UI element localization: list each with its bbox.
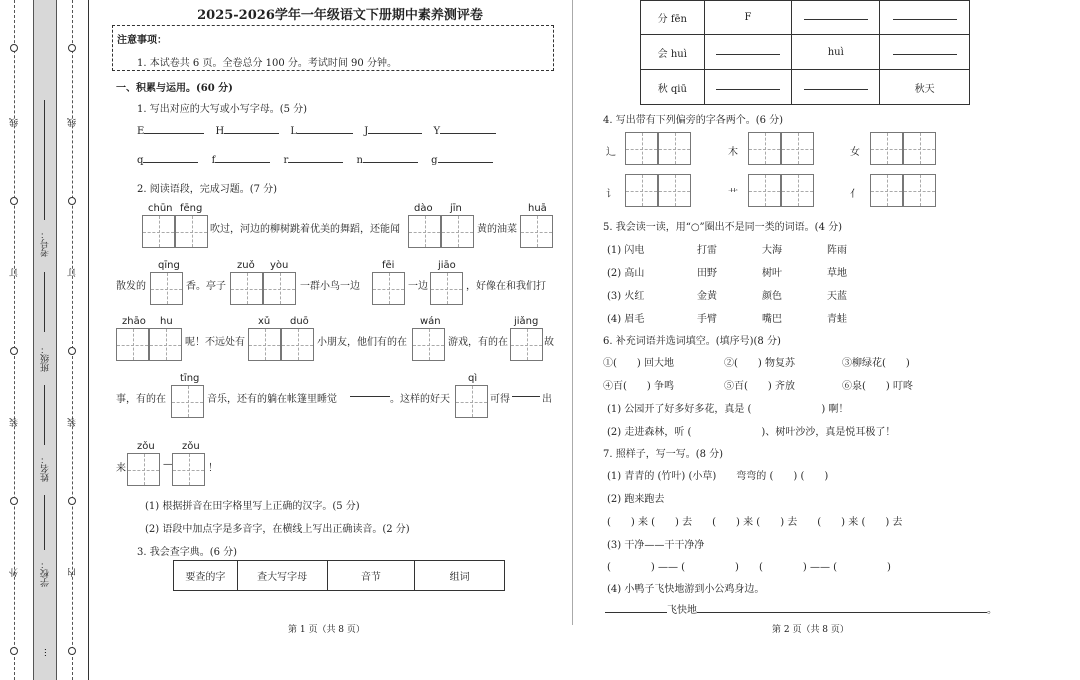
pinyin: dào	[414, 203, 433, 214]
q7-answer-line	[605, 601, 997, 616]
field-class-line[interactable]	[44, 272, 45, 332]
q1-letter: L	[290, 126, 298, 137]
tian-box[interactable]	[150, 272, 183, 305]
q6-item[interactable]: ③柳绿花( )	[842, 358, 910, 369]
binding-hole	[10, 347, 18, 355]
binding-margin	[0, 0, 8, 680]
q5-word[interactable]: 大海	[762, 245, 782, 256]
page-divider	[572, 0, 573, 625]
q1-letter: f	[211, 155, 216, 166]
q6-item[interactable]: ④百( ) 争鸣	[603, 381, 674, 392]
table-cell: F	[704, 1, 792, 35]
passage-text: 散发的	[116, 281, 146, 292]
radical: 辶	[606, 147, 616, 158]
q5-word[interactable]: 田野	[697, 268, 717, 279]
page-title: 2025-2026学年一年级语文下册期中素养测评卷	[197, 8, 483, 23]
pinyin: wán	[420, 316, 441, 327]
q1-blank[interactable]	[215, 162, 270, 163]
pinyin: huā	[528, 203, 547, 214]
q2-stem: 2. 阅读语段，完成习题。(7 分)	[137, 184, 278, 195]
tian-box[interactable]	[172, 453, 205, 486]
dictionary-table-header	[173, 560, 505, 591]
pinyin: duō	[290, 316, 309, 327]
field-school-line[interactable]	[44, 495, 45, 550]
pinyin: zhāo	[122, 316, 146, 327]
notice-item: 1. 本试卷共 6 页。全卷总分 100 分。考试时间 90 分钟。	[137, 58, 397, 69]
tian-box[interactable]	[127, 453, 160, 486]
mark-wai: 外	[10, 568, 20, 577]
field-school-label: 学校：	[41, 560, 51, 587]
tian-box[interactable]	[116, 328, 149, 361]
mark-nei: 内	[68, 568, 78, 577]
q6-item[interactable]: ②( ) 物复苏	[724, 358, 795, 369]
pinyin: yòu	[270, 260, 289, 271]
tian-box[interactable]	[625, 132, 658, 165]
table-cell: 秋天	[880, 70, 970, 105]
tian-box[interactable]	[441, 215, 474, 248]
pinyin: jiāo	[438, 260, 456, 271]
radical: 女	[850, 147, 860, 158]
section-heading: 一、积累与运用。(60 分)	[116, 83, 233, 94]
tian-box[interactable]	[430, 272, 463, 305]
pinyin: zǒu	[182, 441, 200, 452]
tian-box[interactable]	[903, 174, 936, 207]
q6-sentence[interactable]: (1) 公园开了好多好多花，真是 ( ) 啊！	[607, 404, 849, 415]
tian-box[interactable]	[658, 174, 691, 207]
passage-text: 一边	[408, 281, 428, 292]
field-exam-no-line[interactable]	[44, 100, 45, 220]
tian-box[interactable]	[748, 132, 781, 165]
q7-item[interactable]: (1) 青青的 (竹叶) (小草) 弯弯的 ( ) ( )	[607, 471, 829, 482]
passage-text: 可得	[490, 394, 510, 405]
radical: 讠	[606, 189, 616, 200]
passage-text: 出	[542, 394, 552, 405]
q5-word[interactable]: 青蛙	[827, 314, 847, 325]
pinyin: zuǒ	[237, 260, 255, 271]
tian-box[interactable]	[781, 174, 814, 207]
q5-word[interactable]: (4) 眉毛	[607, 314, 645, 325]
page-footer: 第 1 页（共 8 页）	[288, 625, 365, 635]
passage-text: 故	[544, 337, 554, 348]
table-cell[interactable]	[704, 35, 792, 70]
binding-hole	[68, 44, 76, 52]
pinyin: jiǎng	[514, 316, 539, 327]
passage-text: 吹过，河边的柳树跳着优美的舞蹈，还能闻	[210, 224, 400, 235]
q5-word[interactable]: 草地	[827, 268, 847, 279]
q5-word[interactable]: 金黄	[697, 291, 717, 302]
q7-item[interactable]: ( ) 来 ( ) 去 ( ) 来 ( ) 去 ( ) 来 ( ) 去	[607, 517, 903, 528]
q1-letter: E	[137, 126, 145, 137]
q6-item[interactable]: ⑤百( ) 齐放	[724, 381, 795, 392]
page-border	[88, 0, 89, 680]
pinyin: jīn	[450, 203, 462, 214]
pinyin: fēi	[382, 260, 395, 271]
q1-blank[interactable]	[438, 162, 493, 163]
pinyin: tīng	[180, 373, 200, 384]
page-footer: 第 2 页（共 8 页）	[772, 625, 849, 635]
notice-box	[112, 25, 554, 71]
q3-stem: 3. 我会查字典。(6 分)	[137, 547, 238, 558]
notice-heading: 注意事项：	[117, 35, 167, 46]
radical: 亻	[850, 189, 860, 200]
table-cell[interactable]	[880, 1, 970, 35]
q5-stem: 5. 我会读一读，用“○”圈出不是同一类的词语。(4 分)	[603, 222, 843, 233]
q5-word[interactable]: (3) 火红	[607, 291, 645, 302]
reading-blank[interactable]	[350, 396, 390, 397]
passage-text: —	[163, 459, 173, 470]
passage-text: 一群小鸟一边	[300, 281, 360, 292]
q5-word[interactable]: 手臂	[697, 314, 717, 325]
radical: 木	[728, 147, 738, 158]
q1-letter: J	[364, 126, 369, 137]
q5-word[interactable]: (2) 高山	[607, 268, 645, 279]
pinyin: hu	[160, 316, 173, 327]
table-cell: 秋 qiū	[641, 70, 705, 105]
mark-ding: 订	[10, 268, 20, 277]
tian-box[interactable]	[412, 328, 445, 361]
q5-word[interactable]: 阵雨	[827, 245, 847, 256]
passage-text: 事，有的在	[116, 394, 166, 405]
mark-xian: 线	[68, 118, 78, 127]
tian-box[interactable]	[281, 328, 314, 361]
pinyin: xǔ	[258, 316, 271, 327]
reading-blank[interactable]	[512, 396, 540, 397]
q1-letter: n	[356, 155, 363, 166]
q7-stem: 7. 照样子，写一写。(8 分)	[603, 449, 724, 460]
binding-hole	[68, 347, 76, 355]
tian-box[interactable]	[520, 215, 553, 248]
answer-blank[interactable]	[697, 612, 987, 613]
q5-word[interactable]: 颜色	[762, 291, 782, 302]
binding-hole	[68, 647, 76, 655]
binding-hole	[68, 497, 76, 505]
q5-word[interactable]: 树叶	[762, 268, 782, 279]
tian-box[interactable]	[263, 272, 296, 305]
passage-text: 来	[116, 463, 126, 474]
q1-blank[interactable]	[143, 162, 198, 163]
field-exam-no-label: 考号：	[41, 230, 51, 257]
table-cell[interactable]	[880, 35, 970, 70]
tian-box[interactable]	[903, 132, 936, 165]
table-cell[interactable]	[704, 70, 792, 105]
q1-blank[interactable]	[144, 133, 204, 134]
q2-sub2: (2) 语段中加点字是多音字，在横线上写出正确读音。(2 分)	[145, 524, 410, 535]
passage-text: 游戏，有的在	[448, 337, 508, 348]
passage-text: 香。亭子	[186, 281, 226, 292]
q1-stem: 1. 写出对应的大写或小写字母。(5 分)	[137, 104, 308, 115]
dictionary-table-body	[640, 0, 970, 105]
passage-text: ！	[208, 463, 218, 474]
passage-text: 黄的油菜	[477, 224, 517, 235]
tian-box[interactable]	[248, 328, 281, 361]
tian-box[interactable]	[230, 272, 263, 305]
field-name-label: 姓名：	[41, 455, 51, 482]
binding-hole	[68, 197, 76, 205]
tian-box[interactable]	[455, 385, 488, 418]
tian-box[interactable]	[870, 132, 903, 165]
tian-box[interactable]	[372, 272, 405, 305]
field-name-line[interactable]	[44, 385, 45, 445]
q5-word[interactable]: 嘴巴	[762, 314, 782, 325]
table-header: 组词	[415, 561, 505, 591]
dots: …	[39, 648, 49, 657]
q1-blank[interactable]	[363, 162, 418, 163]
tian-box[interactable]	[510, 328, 543, 361]
mark-ding: 订	[68, 268, 78, 277]
tian-box[interactable]	[171, 385, 204, 418]
passage-text: 音乐，还有的躺在帐篷里睡觉	[207, 394, 337, 405]
tian-box[interactable]	[408, 215, 441, 248]
binding-hole	[10, 647, 18, 655]
q1-letter: Y	[433, 126, 441, 137]
radical: 艹	[728, 189, 738, 200]
binding-hole	[10, 497, 18, 505]
q6-item[interactable]: ①( ) 回大地	[603, 358, 674, 369]
q2-sub1: (1) 根据拼音在田字格里写上正确的汉字。(5 分)	[145, 501, 360, 512]
q1-blank[interactable]	[440, 133, 496, 134]
q1-letter: H	[215, 126, 225, 137]
passage-text: 小朋友，他们有的在	[317, 337, 407, 348]
q5-word[interactable]: 天蓝	[827, 291, 847, 302]
cut-line-right	[72, 0, 73, 680]
table-header: 查大写字母	[237, 561, 327, 591]
table-cell[interactable]	[792, 70, 880, 105]
q7-item: (2) 跑来跑去	[607, 494, 665, 505]
tian-box[interactable]	[149, 328, 182, 361]
pinyin: zǒu	[137, 441, 155, 452]
q7-item: (4) 小鸭子飞快地游到小公鸡身边。	[607, 584, 765, 595]
passage-text: ，好像在和我们打	[466, 281, 546, 292]
q6-item[interactable]: ⑥泉( ) 叮咚	[842, 381, 913, 392]
tian-box[interactable]	[748, 174, 781, 207]
mark-zhuang: 装	[68, 418, 78, 427]
table-header: 音节	[327, 561, 415, 591]
mark-zhuang: 装	[10, 418, 20, 427]
q1-row2	[137, 155, 497, 166]
tian-box[interactable]	[625, 174, 658, 207]
q1-blank[interactable]	[224, 133, 279, 134]
q1-letter: r	[283, 155, 289, 166]
q6-stem: 6. 补充词语并选词填空。(填序号)(8 分)	[603, 336, 781, 347]
table-cell: huì	[792, 35, 880, 70]
passage-text: 。这样的好天	[390, 394, 450, 405]
q1-row1	[137, 126, 497, 137]
q1-blank[interactable]	[297, 133, 353, 134]
q4-stem: 4. 写出带有下列偏旁的字各两个。(6 分)	[603, 115, 784, 126]
table-cell: 分 fēn	[641, 1, 705, 35]
pinyin: chūn	[148, 203, 173, 214]
cut-line-left	[14, 0, 15, 680]
q7-period: 。	[987, 605, 997, 616]
q1-letter: q	[137, 155, 144, 166]
tian-box[interactable]	[870, 174, 903, 207]
tian-box[interactable]	[658, 132, 691, 165]
q5-word[interactable]: (1) 闪电	[607, 245, 645, 256]
pinyin: qì	[468, 373, 478, 384]
q6-sentence[interactable]: (2) 走进森林，听 ( )、树叶沙沙，真是悦耳极了！	[607, 427, 896, 438]
passage-text: 呢！不远处有	[185, 337, 245, 348]
pinyin: fēng	[180, 203, 203, 214]
q1-blank[interactable]	[368, 133, 422, 134]
field-class-label: 班级：	[41, 345, 51, 372]
q7-item: (3) 干净——干干净净	[607, 540, 705, 551]
table-header: 要查的字	[174, 561, 238, 591]
mark-xian: 线	[10, 118, 20, 127]
table-cell: 会 huì	[641, 35, 705, 70]
table-cell[interactable]	[792, 1, 880, 35]
tian-box[interactable]	[781, 132, 814, 165]
pinyin: qīng	[158, 260, 180, 271]
binding-hole	[10, 44, 18, 52]
tian-box[interactable]	[142, 215, 175, 248]
q5-word[interactable]: 打雷	[697, 245, 717, 256]
q7-word: 飞快地	[667, 605, 697, 616]
q7-item[interactable]: ( ) —— ( ) ( ) —— ( )	[607, 562, 891, 573]
tian-box[interactable]	[175, 215, 208, 248]
binding-hole	[10, 197, 18, 205]
q1-letter: g	[431, 155, 438, 166]
q1-blank[interactable]	[288, 162, 343, 163]
answer-blank[interactable]	[605, 612, 667, 613]
